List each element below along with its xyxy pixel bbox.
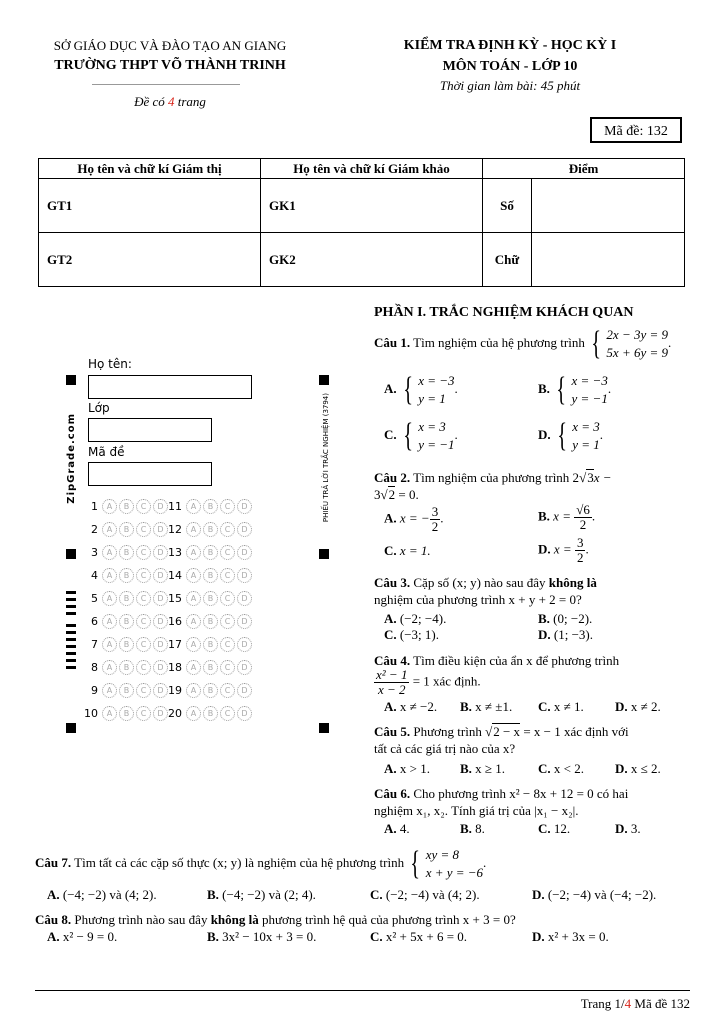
omr-question-number: 10 [84, 707, 98, 720]
omr-bubble[interactable]: A [102, 683, 117, 698]
omr-question-number: 16 [168, 615, 182, 628]
q1-option-b[interactable]: B. { x = −3 y = −1 . [538, 371, 612, 408]
question-2: Câu 2. Tìm nghiệm của phương trình 2√3x − 3√2 = 0. [374, 470, 612, 502]
q8-option-a[interactable]: A. x² − 9 = 0. [47, 929, 118, 944]
omr-bubble[interactable]: A [102, 499, 117, 514]
omr-bubble[interactable]: A [102, 614, 117, 629]
omr-bubble[interactable]: B [203, 660, 218, 675]
q2-option-a[interactable]: A. x = − $\frac{3}{2}$ . [384, 504, 444, 534]
omr-row [164, 658, 254, 681]
omr-row [164, 543, 254, 566]
omr-question-number: 12 [168, 523, 182, 536]
omr-bubble[interactable]: D [237, 614, 252, 629]
omr-row [80, 589, 170, 612]
omr-row [164, 612, 254, 635]
omr-bubble[interactable]: C [220, 545, 235, 560]
omr-bubble[interactable]: A [186, 499, 201, 514]
omr-bubble[interactable]: D [153, 637, 168, 652]
exam-subject: MÔN TOÁN - LỚP 10 [442, 59, 578, 74]
omr-bubble[interactable]: C [220, 522, 235, 537]
q1-option-d[interactable]: D. { x = 3 y = 1 . [538, 417, 604, 454]
omr-bubble[interactable]: A [186, 637, 201, 652]
omr-question-number: 14 [168, 569, 182, 582]
footer-rule [35, 990, 690, 991]
omr-bubble[interactable]: C [136, 706, 151, 721]
omr-bubble[interactable]: D [237, 522, 252, 537]
omr-row [80, 612, 170, 635]
code-field[interactable] [88, 462, 212, 486]
omr-row [80, 658, 170, 681]
omr-bubble[interactable]: A [186, 545, 201, 560]
omr-bubble[interactable]: D [153, 660, 168, 675]
omr-row [164, 704, 254, 727]
q4-option-c[interactable]: C. x ≠ 1. [538, 699, 584, 714]
omr-bubble[interactable]: D [153, 683, 168, 698]
score-header: Điểm [483, 159, 685, 179]
omr-question-number: 3 [91, 546, 98, 559]
omr-bubble[interactable]: B [203, 522, 218, 537]
omr-bubble[interactable]: A [102, 522, 117, 537]
q4-option-a[interactable]: A. x ≠ −2. [384, 699, 438, 714]
omr-question-number: 7 [91, 638, 98, 651]
q7-option-d[interactable]: D. (−2; −4) và (−4; −2). [532, 887, 657, 902]
department-name: SỞ GIÁO DỤC VÀ ĐÀO TẠO AN GIANG [53, 38, 287, 53]
omr-barcode [66, 591, 76, 669]
omr-question-number: 9 [91, 684, 98, 697]
omr-question-number: 5 [91, 592, 98, 605]
omr-bubble[interactable]: C [136, 545, 151, 560]
class-field[interactable] [88, 418, 212, 442]
q6-option-c[interactable]: C. 12. [538, 821, 571, 836]
gt1-cell: GT1 [39, 179, 261, 233]
omr-grid-left [80, 497, 170, 727]
omr-bubble[interactable]: C [220, 683, 235, 698]
omr-row [80, 543, 170, 566]
omr-question-number: 17 [168, 638, 182, 651]
omr-bubble[interactable]: C [136, 683, 151, 698]
section-title: PHẦN I. TRẮC NGHIỆM KHÁCH QUAN [374, 305, 634, 320]
omr-row [164, 635, 254, 658]
omr-row [164, 589, 254, 612]
omr-bubble[interactable]: A [186, 522, 201, 537]
omr-bubble[interactable]: A [102, 706, 117, 721]
omr-bubble[interactable]: B [119, 683, 134, 698]
q4-option-d[interactable]: D. x ≠ 2. [615, 699, 661, 714]
omr-bubble[interactable]: D [237, 545, 252, 560]
gk2-cell: GK2 [261, 233, 483, 287]
omr-bubble[interactable]: D [153, 568, 168, 583]
omr-question-number: 19 [168, 684, 182, 697]
omr-bubble[interactable]: D [237, 660, 252, 675]
q2-option-d[interactable]: D. x = $\frac{3}{2}$ . [538, 535, 589, 565]
question-4: Câu 4. Tìm điều kiện của ẩn x để phương trình [374, 653, 620, 668]
q5-option-d[interactable]: D. x ≤ 2. [615, 761, 661, 776]
omr-grid-right [164, 497, 254, 727]
page-footer: Trang 1/4 Mã đề 132 [580, 996, 690, 1011]
q2-option-b[interactable]: B. x = $\frac{√6}{2}$ . [538, 502, 596, 532]
q8-option-c[interactable]: C. x² + 5x + 6 = 0. [370, 929, 468, 944]
omr-row [80, 520, 170, 543]
omr-bubble[interactable]: A [102, 568, 117, 583]
omr-bubble[interactable]: B [203, 545, 218, 560]
omr-bubble[interactable]: D [237, 568, 252, 583]
invigilator-header: Họ tên và chữ kí Giám thị [39, 159, 261, 179]
omr-bubble[interactable]: A [186, 660, 201, 675]
omr-bubble[interactable]: A [186, 568, 201, 583]
omr-answer-sheet [60, 355, 340, 735]
omr-bubble[interactable]: C [220, 706, 235, 721]
q3-option-a[interactable]: A. (−2; −4). [384, 611, 447, 626]
omr-bubble[interactable]: B [119, 545, 134, 560]
omr-bubble[interactable]: C [136, 499, 151, 514]
q3-option-d[interactable]: D. (1; −3). [538, 627, 593, 642]
omr-bubble[interactable]: B [119, 637, 134, 652]
omr-bubble[interactable]: B [119, 706, 134, 721]
q6-option-b[interactable]: B. 8. [460, 821, 485, 836]
omr-bubble[interactable]: D [237, 706, 252, 721]
omr-question-number: 6 [91, 615, 98, 628]
q4-equation: $\frac{\text{x² − 1}}{x - 2}$ = 1 xác định. [376, 667, 481, 697]
question-5: Câu 5. Phương trình √2 − x = x − 1 xác định với tất cả các giá trị nào của x? [374, 724, 629, 756]
omr-bubble[interactable]: D [153, 545, 168, 560]
q7-option-c[interactable]: C. (−2; −4) và (4; 2). [370, 887, 480, 902]
omr-side-text: PHIẾU TRẢ LỜI TRẮC NGHIỆM (3794) [322, 393, 330, 523]
omr-question-number: 18 [168, 661, 182, 674]
omr-bubble[interactable]: C [220, 637, 235, 652]
omr-bubble[interactable]: B [119, 591, 134, 606]
class-label: Lớp [88, 401, 110, 415]
omr-bubble[interactable]: D [237, 683, 252, 698]
omr-question-number: 4 [91, 569, 98, 582]
question-3: Câu 3. Cặp số (x; y) nào sau đây không là nghiệm của phương trình x + y + 2 = 0? [374, 575, 597, 607]
omr-row [80, 635, 170, 658]
q1-option-a[interactable]: A. { x = −3 y = 1 . [384, 371, 458, 408]
q3-option-b[interactable]: B. (0; −2). [538, 611, 593, 626]
omr-bubble[interactable]: C [220, 614, 235, 629]
q5-option-c[interactable]: C. x < 2. [538, 761, 584, 776]
omr-question-number: 11 [168, 500, 182, 513]
q7-option-a[interactable]: A. (−4; −2) và (4; 2). [47, 887, 157, 902]
omr-bubble[interactable]: D [153, 706, 168, 721]
omr-bubble[interactable]: A [102, 660, 117, 675]
omr-row [80, 681, 170, 704]
gt2-cell: GT2 [39, 233, 261, 287]
exam-code: Mã đề: 132 [590, 117, 682, 143]
omr-bubble[interactable]: C [136, 637, 151, 652]
q3-option-c[interactable]: C. (−3; 1). [384, 627, 439, 642]
omr-bubble[interactable]: D [237, 591, 252, 606]
q5-option-a[interactable]: A. x > 1. [384, 761, 430, 776]
omr-bubble[interactable]: B [119, 499, 134, 514]
q5-option-b[interactable]: B. x ≥ 1. [460, 761, 506, 776]
question-7: Câu 7. Tìm tất cả các cặp số thực (x; y) là nghiệm của hệ phương trình { xy = 8 x + y = −6 . [35, 845, 487, 882]
question-8: Câu 8. Phương trình nào sau đây không là phương trình hệ quả của phương trình x + 3 = 0? [35, 912, 516, 927]
omr-bubble[interactable]: C [136, 614, 151, 629]
page-count-note: Đề có 4 trang [134, 94, 206, 109]
omr-corner-marker [319, 723, 329, 733]
omr-bubble[interactable]: A [186, 683, 201, 698]
omr-bubble[interactable]: D [153, 499, 168, 514]
omr-question-number: 13 [168, 546, 182, 559]
omr-bubble[interactable]: B [203, 568, 218, 583]
omr-row [164, 681, 254, 704]
score-words-field[interactable] [532, 233, 685, 287]
omr-bubble[interactable]: C [220, 499, 235, 514]
q8-option-b[interactable]: B. 3x² − 10x + 3 = 0. [207, 929, 317, 944]
q2-option-c[interactable]: C. x = 1. [384, 543, 431, 558]
omr-row [80, 497, 170, 520]
omr-row [164, 566, 254, 589]
omr-bubble[interactable]: C [136, 660, 151, 675]
omr-corner-marker [66, 723, 76, 733]
omr-question-number: 2 [91, 523, 98, 536]
omr-bubble[interactable]: C [136, 522, 151, 537]
examiner-header: Họ tên và chữ kí Giám khảo [261, 159, 483, 179]
omr-bubble[interactable]: B [203, 683, 218, 698]
score-number-field[interactable] [532, 179, 685, 233]
score-words-label: Chữ [483, 233, 532, 287]
omr-bubble[interactable]: B [203, 706, 218, 721]
exam-duration: Thời gian làm bài: 45 phút [439, 78, 581, 93]
omr-row [164, 520, 254, 543]
omr-bubble[interactable]: B [119, 568, 134, 583]
omr-bubble[interactable]: C [136, 591, 151, 606]
omr-bubble[interactable]: A [102, 637, 117, 652]
omr-corner-marker [66, 549, 76, 559]
omr-bubble[interactable]: D [237, 499, 252, 514]
omr-row [80, 704, 170, 727]
omr-row [164, 497, 254, 520]
signature-table [38, 158, 685, 287]
omr-corner-marker [319, 375, 329, 385]
omr-question-number: 1 [91, 500, 98, 513]
omr-question-number: 8 [91, 661, 98, 674]
omr-bubble[interactable]: D [153, 614, 168, 629]
omr-bubble[interactable]: B [119, 660, 134, 675]
question-1: Câu 1. Tìm nghiệm của hệ phương trình { 2x − 3y = 9 5x + 6y = 9 . [374, 325, 672, 362]
omr-corner-marker [319, 549, 329, 559]
question-6: Câu 6. Cho phương trình x² − 8x + 12 = 0 có hai nghiệm x₁, x₂. Tính giá trị của |x₁ − x₂|. [374, 786, 629, 818]
code-label: Mã đề [88, 445, 125, 459]
q8-option-d[interactable]: D. x² + 3x = 0. [532, 929, 609, 944]
omr-bubble[interactable]: D [153, 591, 168, 606]
q4-option-b[interactable]: B. x ≠ ±1. [460, 699, 513, 714]
omr-bubble[interactable]: A [102, 545, 117, 560]
school-name: TRƯỜNG THPT VÕ THÀNH TRINH [54, 58, 286, 73]
omr-bubble[interactable]: B [203, 499, 218, 514]
omr-bubble[interactable]: A [186, 614, 201, 629]
omr-bubble[interactable]: B [119, 522, 134, 537]
omr-corner-marker [66, 375, 76, 385]
q1-option-c[interactable]: C. { x = 3 y = −1 . [384, 417, 458, 454]
omr-bubble[interactable]: B [203, 637, 218, 652]
omr-bubble[interactable]: A [186, 706, 201, 721]
header-divider [92, 84, 240, 85]
omr-bubble[interactable]: B [203, 591, 218, 606]
omr-question-number: 20 [168, 707, 182, 720]
zipgrade-brand: ZipGrade.com [66, 413, 77, 504]
omr-bubble[interactable]: A [102, 591, 117, 606]
omr-row [80, 566, 170, 589]
omr-bubble[interactable]: D [237, 637, 252, 652]
q6-option-a[interactable]: A. 4. [384, 821, 410, 836]
omr-question-number: 15 [168, 592, 182, 605]
name-label: Họ tên: [88, 357, 132, 371]
omr-bubble[interactable]: B [203, 614, 218, 629]
exam-title: KIỂM TRA ĐỊNH KỲ - HỌC KỲ I [403, 38, 617, 53]
omr-bubble[interactable]: B [119, 614, 134, 629]
omr-bubble[interactable]: D [153, 522, 168, 537]
omr-bubble[interactable]: A [186, 591, 201, 606]
q7-option-b[interactable]: B. (−4; −2) và (2; 4). [207, 887, 316, 902]
omr-bubble[interactable]: C [220, 660, 235, 675]
omr-bubble[interactable]: C [136, 568, 151, 583]
omr-bubble[interactable]: C [220, 591, 235, 606]
gk1-cell: GK1 [261, 179, 483, 233]
name-field[interactable] [88, 375, 252, 399]
q6-option-d[interactable]: D. 3. [615, 821, 641, 836]
omr-bubble[interactable]: C [220, 568, 235, 583]
score-number-label: Số [483, 179, 532, 233]
